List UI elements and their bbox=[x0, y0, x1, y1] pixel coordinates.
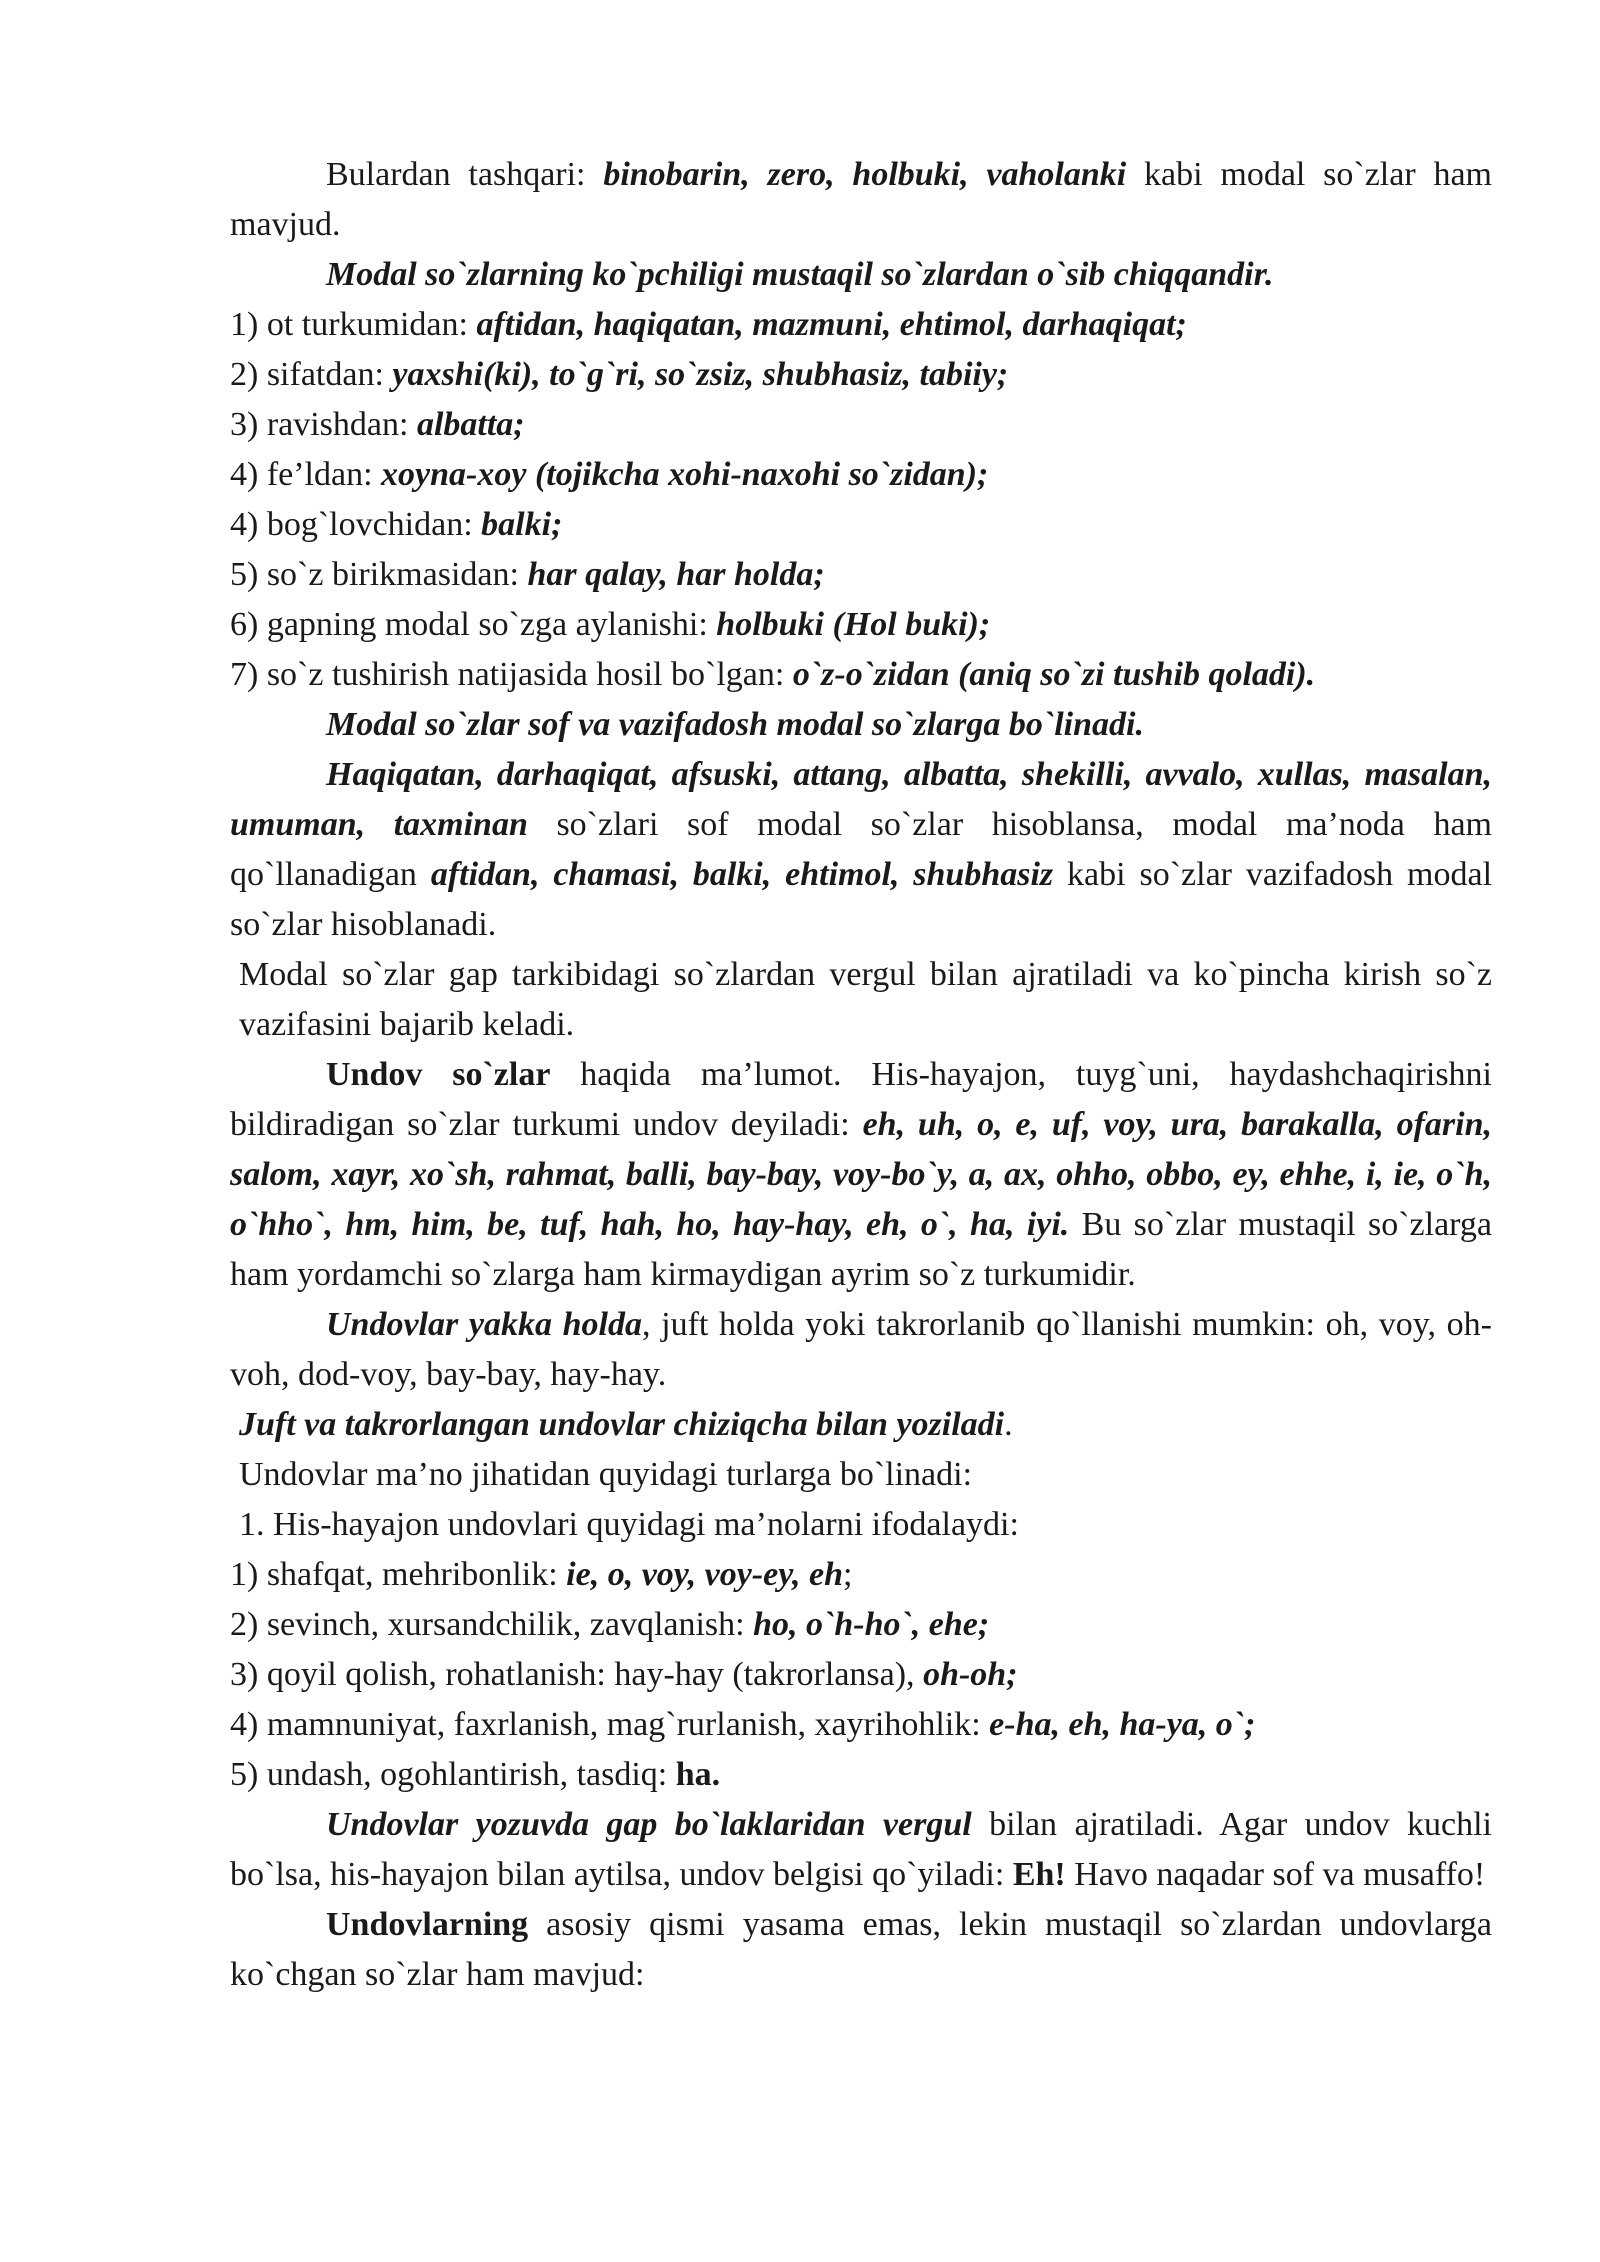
text-run: Modal so`zlar sof va vazifadosh modal so`zlarga bo`linadi. bbox=[326, 706, 1144, 743]
text-run: so`zlari sof modal so`zlar hisoblansa, modal ma’noda ham qo`llanadigan bbox=[230, 806, 1492, 893]
text-run: 4) fe’ldan: bbox=[230, 456, 382, 493]
paragraph bbox=[230, 1500, 1492, 1550]
text-run: eh, uh, o, e, uf, voy, ura, barakalla, ofarin, salom, xayr, xo`sh, rahmat, balli, bay-bay, voy-bo`y, a, ax, ohho, obbo, ey, ehhe, i, ie, o`h, o`hho`, hm, him, be, tuf, hah, ho, hay-hay, eh, o`, ha, iyi. bbox=[230, 1106, 1493, 1243]
text-run: 2) sifatdan: bbox=[230, 356, 393, 393]
text-run: har qalay, har holda; bbox=[527, 556, 825, 593]
text-run: Havo naqadar sof va musaffo! bbox=[1065, 1856, 1486, 1893]
text-run: Undovlar yozuvda gap bo`laklaridan vergul bbox=[326, 1806, 972, 1843]
text-run: ie, o, voy, voy-ey, eh bbox=[566, 1556, 844, 1593]
paragraph bbox=[230, 1450, 1492, 1500]
text-run: 1) shafqat, mehribonlik: bbox=[230, 1556, 567, 1593]
paragraph bbox=[230, 450, 1492, 500]
text-run: 4) mamnuniyat, faxrlanish, mag`rurlanish, xayrihohlik: bbox=[230, 1706, 990, 1743]
text-run: bilan ajratiladi. Agar undov kuchli bo`lsa, his-hayajon bilan aytilsa, undov belgisi qo`yiladi: bbox=[230, 1806, 1493, 1893]
text-run: aftidan, haqiqatan, mazmuni, ehtimol, darhaqiqat; bbox=[476, 306, 1187, 343]
text-run: Modal so`zlar gap tarkibidagi so`zlardan vergul bilan ajratiladi va ko`pincha kirish so`z vazifasini bajarib keladi. bbox=[239, 956, 1492, 1043]
paragraph bbox=[230, 1800, 1492, 1900]
text-run: Modal so`zlarning ko`pchiligi mustaqil so`zlardan o`sib chiqqandir. bbox=[326, 256, 1274, 293]
paragraph bbox=[230, 250, 1492, 300]
text-run: . bbox=[1004, 1406, 1013, 1443]
text-run: oh-oh; bbox=[923, 1656, 1018, 1693]
paragraph bbox=[230, 750, 1492, 950]
paragraph bbox=[230, 1400, 1492, 1450]
text-run: kabi so`zlar vazifadosh modal so`zlar hisoblanadi. bbox=[230, 856, 1493, 943]
paragraph bbox=[230, 600, 1492, 650]
text-run: xoyna-xoy (tojikcha xohi-naxohi so`zidan); bbox=[381, 456, 989, 493]
text-run: Undovlar yakka holda bbox=[326, 1306, 642, 1343]
paragraph bbox=[230, 500, 1492, 550]
text-run: 6) gapning modal so`zga aylanishi: bbox=[230, 606, 717, 643]
text-run: Undovlarning bbox=[326, 1906, 529, 1943]
paragraph bbox=[230, 350, 1492, 400]
text-run: haqida ma’lumot. His-hayajon, tuyg`uni, haydashchaqirishni bildiradigan so`zlar turkumi undov deyiladi: bbox=[230, 1056, 1492, 1143]
paragraph bbox=[230, 1550, 1492, 1600]
text-run: balki; bbox=[481, 506, 563, 543]
paragraph bbox=[230, 1300, 1492, 1400]
paragraph bbox=[230, 150, 1492, 250]
paragraph bbox=[230, 550, 1492, 600]
text-run: 3) ravishdan: bbox=[230, 406, 417, 443]
text-run: , juft holda yoki takrorlanib qo`llanishi mumkin: oh, voy, oh-voh, dod-voy, bay-bay, hay-hay. bbox=[230, 1306, 1492, 1393]
paragraph bbox=[230, 700, 1492, 750]
text-run: 7) so`z tushirish natijasida hosil bo`lgan: bbox=[230, 656, 793, 693]
text-run: albatta; bbox=[416, 406, 525, 443]
text-run: aftidan, chamasi, balki, ehtimol, shubhasiz bbox=[430, 856, 1054, 893]
text-run: Bu so`zlar mustaqil so`zlarga ham yordamchi so`zlarga ham kirmaydigan ayrim so`z turkumidir. bbox=[230, 1206, 1492, 1293]
text-run: yaxshi(ki), to`g`ri, so`zsiz, shubhasiz, tabiiy; bbox=[392, 356, 1009, 393]
paragraph bbox=[230, 400, 1492, 450]
paragraph bbox=[230, 1900, 1492, 2000]
text-run: kabi modal so`zlar ham mavjud. bbox=[230, 156, 1493, 243]
text-run: ; bbox=[843, 1556, 853, 1593]
text-run: o`z-o`zidan (aniq so`zi tushib qoladi). bbox=[792, 656, 1316, 693]
text-run: Juft va takrorlangan undovlar chiziqcha bilan yoziladi bbox=[239, 1406, 1005, 1443]
text-run: Eh! bbox=[1012, 1856, 1066, 1893]
text-run: Bulardan tashqari: bbox=[326, 156, 604, 193]
text-run: e-ha, eh, ha-ya, o`; bbox=[989, 1706, 1256, 1743]
text-run: 5) so`z birikmasidan: bbox=[230, 556, 528, 593]
text-run: 4) bog`lovchidan: bbox=[230, 506, 482, 543]
text-run: ho, o`h-ho`, ehe; bbox=[753, 1606, 990, 1643]
text-run: binobarin, zero, holbuki, vaholanki bbox=[603, 156, 1127, 193]
paragraph bbox=[230, 1650, 1492, 1700]
text-run: holbuki (Hol buki); bbox=[716, 606, 991, 643]
text-run: Haqiqatan, darhaqiqat, afsuski, attang, albatta, shekilli, avvalo, xullas, masalan, umuman, taxminan bbox=[230, 756, 1492, 843]
text-run: ha. bbox=[675, 1756, 721, 1793]
text-run: asosiy qismi yasama emas, lekin mustaqil so`zlardan undovlarga ko`chgan so`zlar ham mavjud: bbox=[230, 1906, 1492, 1993]
paragraph bbox=[230, 1700, 1492, 1750]
paragraph bbox=[230, 950, 1492, 1050]
paragraph bbox=[230, 1050, 1492, 1300]
paragraph bbox=[230, 1750, 1492, 1800]
paragraph bbox=[230, 650, 1492, 700]
text-run: 5) undash, ogohlantirish, tasdiq: bbox=[230, 1756, 676, 1793]
paragraph bbox=[230, 300, 1492, 350]
text-run: 2) sevinch, xursandchilik, zavqlanish: bbox=[230, 1606, 754, 1643]
text-run: 1. His-hayajon undovlari quyidagi ma’nolarni ifodalaydi: bbox=[239, 1506, 1019, 1543]
text-run: 1) ot turkumidan: bbox=[230, 306, 477, 343]
text-run: Undovlar ma’no jihatidan quyidagi turlarga bo`linadi: bbox=[239, 1456, 973, 1493]
text-run: 3) qoyil qolish, rohatlanish: hay-hay (takrorlansa), bbox=[230, 1656, 924, 1693]
text-run: Undov so`zlar bbox=[326, 1056, 551, 1093]
paragraph bbox=[230, 1600, 1492, 1650]
